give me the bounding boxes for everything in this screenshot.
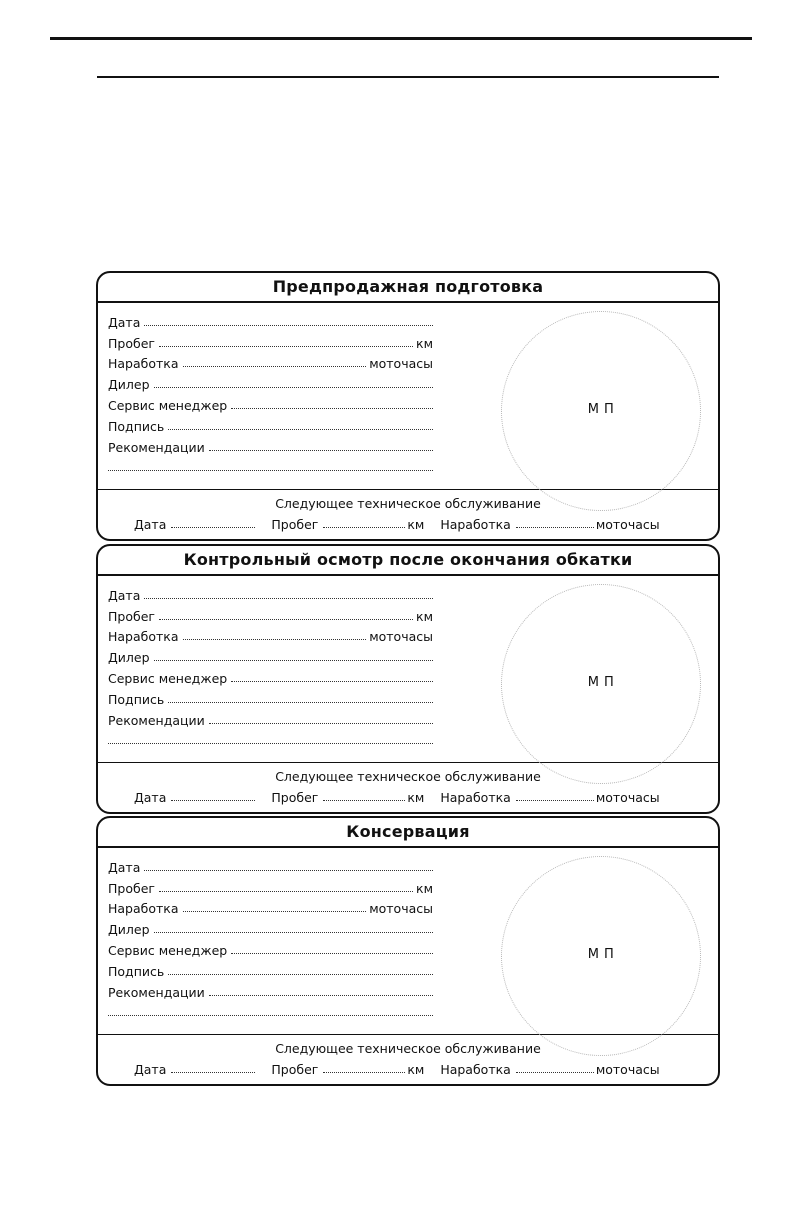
- date-field[interactable]: [108, 582, 433, 603]
- mileage-label: Пробег: [108, 880, 155, 896]
- mileage-unit: км: [416, 335, 433, 351]
- fields-list: [108, 309, 433, 475]
- stamp-label: М П: [587, 675, 615, 690]
- next-service-section: [98, 1035, 718, 1083]
- hours-label: Наработка: [108, 356, 179, 372]
- date-field[interactable]: [108, 854, 433, 875]
- fields-list: [108, 582, 433, 748]
- mileage-unit: км: [416, 608, 433, 624]
- hours-unit: моточасы: [369, 901, 433, 917]
- next-service-row: [134, 517, 688, 532]
- fill-line: [183, 639, 367, 640]
- fill-line: [209, 723, 433, 724]
- fill-line: [168, 974, 433, 975]
- stamp-circle: [501, 856, 701, 1056]
- fields-list: [108, 854, 433, 1020]
- next-date-line[interactable]: [171, 800, 255, 801]
- card-title: Консервация: [98, 818, 718, 848]
- service-manager-field[interactable]: [108, 937, 433, 958]
- hours-unit: моточасы: [369, 356, 433, 372]
- signature-label: Подпись: [108, 691, 165, 707]
- dealer-field[interactable]: [108, 644, 433, 665]
- date-label: Дата: [108, 587, 141, 603]
- next-service-title: Следующее техническое обслуживание: [275, 769, 541, 784]
- date-label: Дата: [108, 314, 141, 330]
- dealer-field[interactable]: [108, 371, 433, 392]
- hours-field[interactable]: [108, 624, 433, 645]
- fill-line: [154, 387, 433, 388]
- mileage-unit: км: [416, 880, 433, 896]
- next-service-section: [98, 490, 718, 538]
- next-service-section: [98, 763, 718, 811]
- card-title: Контрольный осмотр после окончания обкатки: [98, 546, 718, 576]
- fill-line: [168, 429, 433, 430]
- recommendations-label: Рекомендации: [108, 984, 205, 1000]
- service-manager-label: Сервис менеджер: [108, 942, 228, 958]
- mileage-label: Пробег: [108, 335, 155, 351]
- next-mileage-unit: км: [407, 517, 425, 532]
- recommendations-extra-line[interactable]: [108, 455, 433, 476]
- next-date-line[interactable]: [171, 527, 255, 528]
- dealer-label: Дилер: [108, 922, 150, 938]
- next-date-label: Дата: [134, 790, 167, 805]
- fill-line: [168, 702, 433, 703]
- next-service-title: Следующее техническое обслуживание: [275, 1041, 541, 1056]
- hours-field[interactable]: [108, 896, 433, 917]
- mileage-label: Пробег: [108, 608, 155, 624]
- fill-line: [159, 619, 413, 620]
- next-date-label: Дата: [134, 1062, 167, 1077]
- signature-label: Подпись: [108, 963, 165, 979]
- fill-line: [183, 366, 367, 367]
- stamp-circle: [501, 311, 701, 511]
- service-card-break-in: [96, 544, 720, 814]
- next-service-title: Следующее техническое обслуживание: [275, 496, 541, 511]
- fill-line: [209, 450, 433, 451]
- fill-line: [154, 932, 433, 933]
- date-label: Дата: [108, 859, 141, 875]
- dealer-label: Дилер: [108, 650, 150, 666]
- next-hours-label: Наработка: [440, 790, 511, 805]
- hours-label: Наработка: [108, 629, 179, 645]
- next-hours-label: Наработка: [440, 517, 511, 532]
- card-body: [98, 303, 718, 490]
- service-manager-field[interactable]: [108, 392, 433, 413]
- fill-line: [108, 1015, 433, 1016]
- fill-line: [231, 681, 433, 682]
- fill-line: [183, 911, 367, 912]
- hours-field[interactable]: [108, 351, 433, 372]
- card-body: [98, 848, 718, 1035]
- next-date-line[interactable]: [171, 1072, 255, 1073]
- next-service-row: [134, 1062, 688, 1077]
- hours-unit: моточасы: [369, 629, 433, 645]
- dealer-label: Дилер: [108, 377, 150, 393]
- stamp-label: М П: [587, 947, 615, 962]
- service-card-presale: [96, 271, 720, 541]
- recommendations-extra-line[interactable]: [108, 1000, 433, 1021]
- next-date-label: Дата: [134, 517, 167, 532]
- next-hours-unit: моточасы: [595, 517, 660, 532]
- top-rule: [50, 37, 752, 40]
- signature-label: Подпись: [108, 418, 165, 434]
- next-mileage-line[interactable]: [323, 800, 405, 801]
- fill-line: [231, 953, 433, 954]
- next-mileage-label: Пробег: [271, 790, 319, 805]
- fill-line: [144, 598, 433, 599]
- stamp-label: М П: [587, 402, 615, 417]
- service-manager-label: Сервис менеджер: [108, 397, 228, 413]
- mileage-field[interactable]: [108, 875, 433, 896]
- fill-line: [159, 891, 413, 892]
- next-mileage-label: Пробег: [271, 517, 319, 532]
- next-mileage-unit: км: [407, 1062, 425, 1077]
- next-hours-line[interactable]: [516, 800, 594, 801]
- fill-line: [144, 870, 433, 871]
- fill-line: [231, 408, 433, 409]
- date-field[interactable]: [108, 309, 433, 330]
- service-manager-label: Сервис менеджер: [108, 670, 228, 686]
- recommendations-field[interactable]: [108, 434, 433, 455]
- next-mileage-line[interactable]: [323, 527, 405, 528]
- fill-line: [144, 325, 433, 326]
- next-hours-line[interactable]: [516, 527, 594, 528]
- next-hours-label: Наработка: [440, 1062, 511, 1077]
- fill-line: [108, 470, 433, 471]
- fill-line: [209, 995, 433, 996]
- recommendations-label: Рекомендации: [108, 439, 205, 455]
- recommendations-field[interactable]: [108, 707, 433, 728]
- next-hours-unit: моточасы: [595, 1062, 660, 1077]
- card-title: Предпродажная подготовка: [98, 273, 718, 303]
- mileage-field[interactable]: [108, 603, 433, 624]
- fill-line: [154, 660, 433, 661]
- header-rule: [97, 76, 719, 78]
- next-hours-line[interactable]: [516, 1072, 594, 1073]
- next-service-row: [134, 790, 688, 805]
- stamp-circle: [501, 584, 701, 784]
- recommendations-label: Рекомендации: [108, 712, 205, 728]
- fill-line: [108, 743, 433, 744]
- recommendations-field[interactable]: [108, 979, 433, 1000]
- signature-field[interactable]: [108, 686, 433, 707]
- dealer-field[interactable]: [108, 916, 433, 937]
- next-mileage-unit: км: [407, 790, 425, 805]
- recommendations-extra-line[interactable]: [108, 728, 433, 749]
- card-body: [98, 576, 718, 763]
- fill-line: [159, 346, 413, 347]
- service-card-storage: [96, 816, 720, 1086]
- next-hours-unit: моточасы: [595, 790, 660, 805]
- next-mileage-line[interactable]: [323, 1072, 405, 1073]
- signature-field[interactable]: [108, 958, 433, 979]
- mileage-field[interactable]: [108, 330, 433, 351]
- hours-label: Наработка: [108, 901, 179, 917]
- service-manager-field[interactable]: [108, 665, 433, 686]
- signature-field[interactable]: [108, 413, 433, 434]
- next-mileage-label: Пробег: [271, 1062, 319, 1077]
